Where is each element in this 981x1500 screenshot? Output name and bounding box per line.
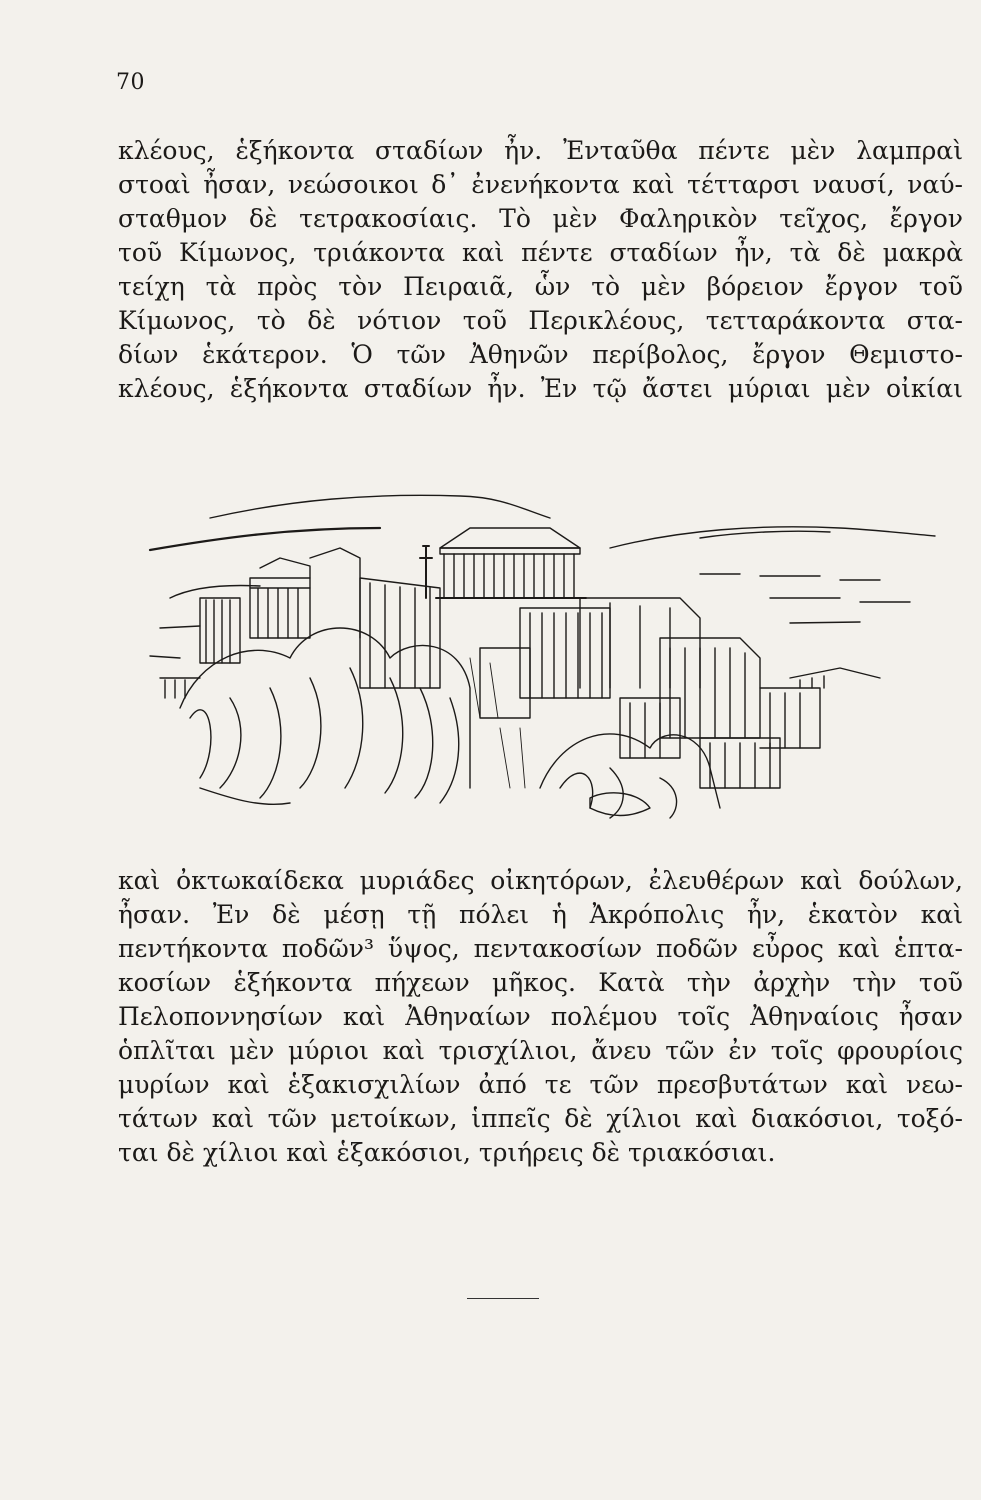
page-number: 70 [116, 70, 145, 95]
hills [210, 495, 550, 518]
hills [610, 527, 935, 548]
text-line: ται δὲ χίλιοι καὶ ἑξακόσιοι, τριήρεις δὲ τριακόσιαι. [118, 1138, 776, 1167]
paragraph-1 [118, 134, 963, 406]
hills [700, 531, 830, 538]
acropolis-engraving-icon [140, 488, 940, 828]
parthenon [436, 528, 586, 598]
text-line: τείχη τὰ πρὸς τὸν Πειραιᾶ, ὧν τὸ μὲν βόρειον ἔργον τοῦ [118, 272, 963, 301]
text-line: κλέους, ἑξήκοντα σταδίων ἦν. Ἐν τῷ ἄστει μύριαι μὲν οἰκίαι [118, 374, 963, 403]
text-line: τάτων καὶ τῶν μετοίκων, ἱππεῖς δὲ χίλιοι καὶ διακόσιοι, τοξό- [118, 1104, 963, 1133]
paragraph-2 [118, 864, 963, 1170]
text-line: μυρίων καὶ ἑξακισχιλίων ἀπό τε τῶν πρεσβυτάτων καὶ νεω- [118, 1070, 963, 1099]
text-line: Πελοποννησίων καὶ Ἀθηναίων πολέμου τοῖς Ἀθηναίοις ἦσαν [118, 1002, 963, 1031]
section-divider [467, 1298, 539, 1299]
text-line: ὁπλῖται μὲν μύριοι καὶ τρισχίλιοι, ἄνευ τῶν ἐν τοῖς φρουρίοις [118, 1036, 963, 1065]
lower-buildings [620, 668, 880, 788]
text-line: καὶ ὀκτωκαίδεκα μυριάδες οἰκητόρων, ἐλευθέρων καὶ δούλων, [118, 866, 963, 895]
text-line: δίων ἑκάτερον. Ὁ τῶν Ἀθηνῶν περίβολος, ἔργον Θεμιστο- [118, 340, 963, 369]
text-line: ἦσαν. Ἐν δὲ μέσῃ τῇ πόλει ἡ Ἀκρόπολις ἦν, ἑκατὸν καὶ [118, 900, 963, 929]
text-line: κλέους, ἑξήκοντα σταδίων ἦν. Ἐνταῦθα πέντε μὲν λαμπραὶ [118, 136, 963, 165]
text-line: Κίμωνος, τὸ δὲ νότιον τοῦ Περικλέους, τετταράκοντα στα- [118, 306, 963, 335]
left-buildings [160, 548, 360, 698]
text-line: σταθμον δὲ τετρακοσίαις. Τὸ μὲν Φαληρικὸν τεῖχος, ἔργον [118, 204, 963, 233]
text-line: κοσίων ἑξήκοντα πήχεων μῆκος. Κατὰ τὴν ἀρχὴν τὴν τοῦ [118, 968, 963, 997]
propylaea [480, 608, 820, 748]
text-line: τοῦ Κίμωνος, τριάκοντα καὶ πέντε σταδίων ἦν, τὰ δὲ μακρὰ [118, 238, 963, 267]
hills [150, 528, 380, 550]
rock-outcrop [180, 628, 720, 818]
text-line: πεντήκοντα ποδῶν³ ὕψος, πεντακοσίων ποδῶν εὖρος καὶ ἑπτα- [118, 934, 963, 963]
text-line: στοαὶ ἦσαν, νεώσοικοι δ᾽ ἐνενήκοντα καὶ τέτταρσι ναυσί, ναύ- [118, 170, 963, 199]
